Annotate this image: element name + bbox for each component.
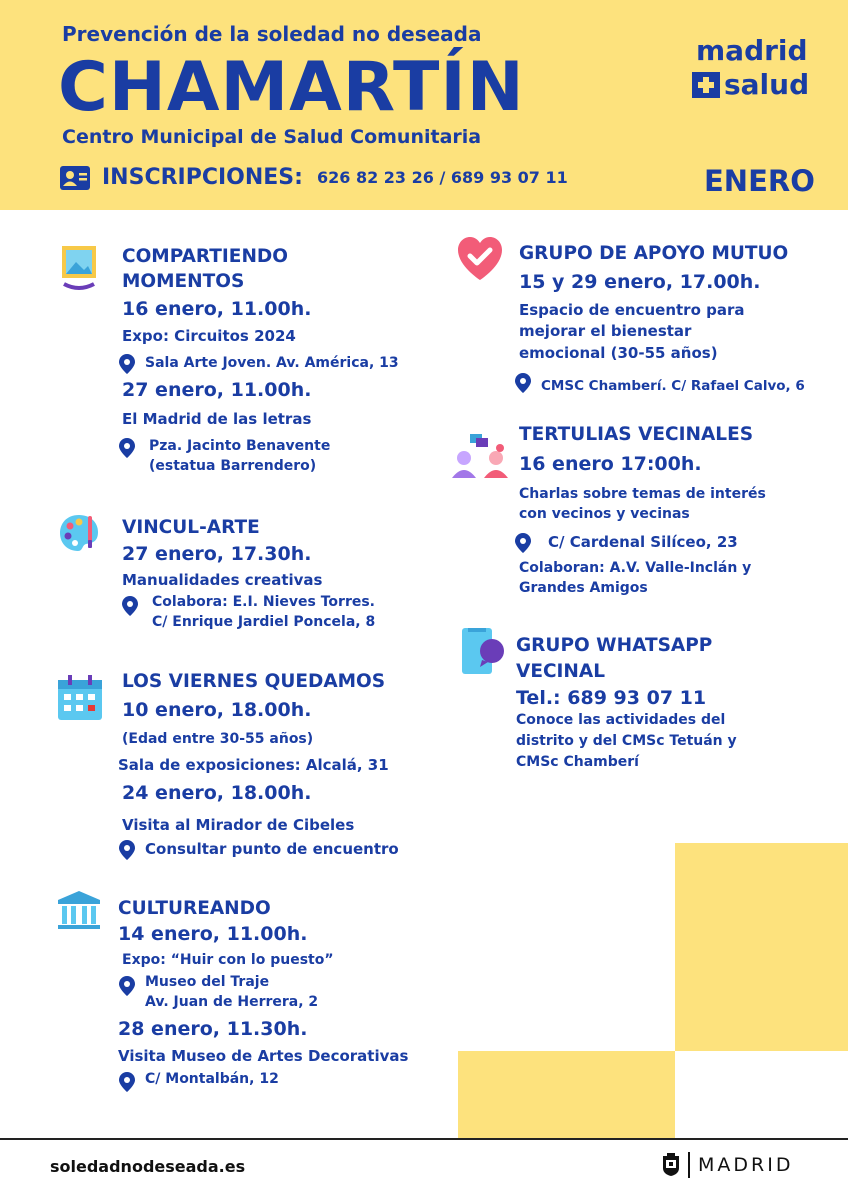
madrid-city-logo bbox=[662, 1152, 793, 1178]
calendar-icon bbox=[56, 674, 104, 722]
cultureando-place-1b: Av. Juan de Herrera, 2 bbox=[145, 994, 319, 1010]
logo-salud-text: salud bbox=[724, 68, 810, 101]
inscripciones-phones[interactable]: 626 82 23 26 / 689 93 07 11 bbox=[316, 168, 568, 187]
header-subtitle: Prevención de la soledad no deseada bbox=[62, 22, 482, 46]
tertulias-colab-2: Grandes Amigos bbox=[519, 580, 648, 596]
tertulias-date: 16 enero 17:00h. bbox=[519, 453, 702, 475]
cultureando-place-2: C/ Montalbán, 12 bbox=[145, 1071, 279, 1087]
footer-city-name: MADRID bbox=[698, 1154, 794, 1176]
apoyo-desc-3: emocional (30-55 años) bbox=[519, 344, 718, 362]
viernes-desc-1: Sala de exposiciones: Alcalá, 31 bbox=[118, 756, 389, 774]
viernes-place: Consultar punto de encuentro bbox=[145, 840, 399, 858]
footer-website-link[interactable]: soledadnodeseada.es bbox=[50, 1157, 246, 1176]
contact-card-icon bbox=[60, 166, 90, 190]
logo-madrid-text: madrid bbox=[696, 34, 808, 67]
decorative-block bbox=[458, 1051, 675, 1138]
vincularte-desc: Manualidades creativas bbox=[122, 571, 323, 589]
madrid-salud-logo bbox=[688, 34, 818, 102]
compartiendo-title-2: MOMENTOS bbox=[122, 271, 245, 292]
compartiendo-desc-2: El Madrid de las letras bbox=[122, 410, 312, 428]
apoyo-date: 15 y 29 enero, 17.00h. bbox=[519, 271, 761, 293]
compartiendo-title-1: COMPARTIENDO bbox=[122, 246, 289, 267]
tertulias-desc-1: Charlas sobre temas de interés bbox=[519, 486, 766, 502]
heart-check-icon bbox=[456, 236, 504, 282]
tertulias-colab-1: Colaboran: A.V. Valle-Inclán y bbox=[519, 560, 752, 576]
vincularte-place-2: C/ Enrique Jardiel Poncela, 8 bbox=[152, 614, 376, 630]
header-band bbox=[0, 0, 848, 210]
apoyo-desc-2: mejorar el bienestar bbox=[519, 322, 692, 340]
viernes-note: (Edad entre 30-55 años) bbox=[122, 731, 314, 747]
location-pin-icon bbox=[119, 1072, 135, 1092]
apoyo-place: CMSC Chamberí. C/ Rafael Calvo, 6 bbox=[541, 378, 805, 394]
chat-bubble-phone-icon bbox=[460, 626, 506, 676]
whatsapp-desc-2: distrito y del CMSc Tetuán y bbox=[516, 733, 737, 749]
viernes-title: LOS VIERNES QUEDAMOS bbox=[122, 671, 386, 692]
month-label: ENERO bbox=[704, 164, 815, 198]
compartiendo-date-1: 16 enero, 11.00h. bbox=[122, 298, 312, 320]
cultureando-desc-2: Visita Museo de Artes Decorativas bbox=[118, 1047, 409, 1065]
viernes-date-1: 10 enero, 18.00h. bbox=[122, 699, 312, 721]
cultureando-place-1a: Museo del Traje bbox=[145, 974, 270, 990]
location-pin-icon bbox=[119, 438, 135, 458]
compartiendo-place-2a: Pza. Jacinto Benavente bbox=[149, 438, 331, 454]
location-pin-icon bbox=[515, 373, 531, 393]
page-title: CHAMARTÍN bbox=[58, 48, 525, 127]
people-chat-icon bbox=[452, 432, 510, 480]
apoyo-desc-1: Espacio de encuentro para bbox=[519, 301, 745, 319]
museum-icon bbox=[56, 890, 102, 930]
vincularte-title: VINCUL-ARTE bbox=[122, 517, 260, 538]
vincularte-date: 27 enero, 17.30h. bbox=[122, 543, 312, 565]
location-pin-icon bbox=[515, 533, 531, 553]
compartiendo-place-1: Sala Arte Joven. Av. América, 13 bbox=[145, 355, 399, 371]
whatsapp-title-2: VECINAL bbox=[516, 661, 606, 682]
paint-palette-icon bbox=[58, 512, 100, 554]
cultureando-date-1: 14 enero, 11.00h. bbox=[118, 923, 308, 945]
viernes-date-2: 24 enero, 18.00h. bbox=[122, 782, 312, 804]
whatsapp-title-1: GRUPO WHATSAPP bbox=[516, 635, 713, 656]
location-pin-icon bbox=[122, 596, 138, 616]
whatsapp-phone[interactable]: Tel.: 689 93 07 11 bbox=[516, 687, 707, 709]
decorative-block bbox=[675, 843, 848, 1051]
location-pin-icon bbox=[119, 976, 135, 996]
apoyo-title: GRUPO DE APOYO MUTUO bbox=[519, 243, 789, 264]
tertulias-title: TERTULIAS VECINALES bbox=[519, 424, 754, 445]
framed-picture-icon bbox=[60, 244, 98, 292]
cultureando-date-2: 28 enero, 11.30h. bbox=[118, 1018, 308, 1040]
footer-divider bbox=[0, 1138, 848, 1140]
inscripciones-label: INSCRIPCIONES: bbox=[102, 165, 303, 190]
location-pin-icon bbox=[119, 354, 135, 374]
footer-logo-separator bbox=[688, 1152, 690, 1178]
compartiendo-place-2b: (estatua Barrendero) bbox=[149, 458, 317, 474]
plus-icon bbox=[692, 72, 720, 98]
tertulias-place: C/ Cardenal Silíceo, 23 bbox=[548, 533, 738, 551]
vincularte-place-1: Colabora: E.I. Nieves Torres. bbox=[152, 594, 375, 610]
inscripciones-row bbox=[60, 165, 568, 190]
cultureando-title: CULTUREANDO bbox=[118, 898, 271, 919]
compartiendo-desc-1: Expo: Circuitos 2024 bbox=[122, 327, 296, 345]
viernes-desc-2: Visita al Mirador de Cibeles bbox=[122, 816, 355, 834]
whatsapp-desc-1: Conoce las actividades del bbox=[516, 712, 726, 728]
center-name: Centro Municipal de Salud Comunitaria bbox=[62, 126, 482, 148]
compartiendo-date-2: 27 enero, 11.00h. bbox=[122, 379, 312, 401]
whatsapp-desc-3: CMSc Chamberí bbox=[516, 754, 639, 770]
location-pin-icon bbox=[119, 840, 135, 860]
cultureando-desc-1: Expo: “Huir con lo puesto” bbox=[122, 952, 334, 968]
tertulias-desc-2: con vecinos y vecinas bbox=[519, 506, 690, 522]
madrid-crest-icon bbox=[662, 1153, 680, 1177]
